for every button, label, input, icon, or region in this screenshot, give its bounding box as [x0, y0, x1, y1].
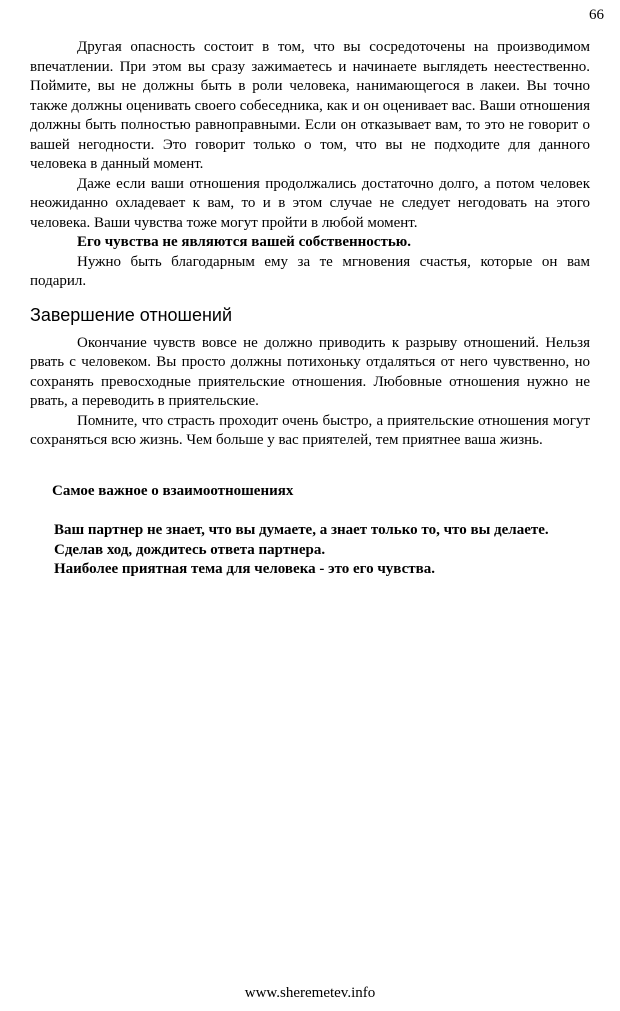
key-point-wait-answer: Сделав ход, дождитесь ответа партнера.	[54, 541, 326, 558]
section-heading-ending-relations: Завершение отношений	[30, 304, 233, 325]
key-point-pleasant-topic: Наиболее приятная тема для человека - это его чувства.	[54, 561, 435, 577]
paragraph-cooling-relations: Даже если ваши отношения продолжались достаточно долго, а потом человек неожиданно охладевает к вам, то и в этом случае не следует негодовать на этого человека. Ваши чувства тоже могут пройти в любой момент.	[30, 175, 590, 231]
page-number: 66	[589, 7, 604, 23]
key-points-title: Самое важное о взаимоотношениях	[52, 482, 294, 499]
page-footer	[0, 984, 620, 1003]
paragraph-gratitude: Нужно быть благодарным ему за те мгновения счастья, которые он вам подарил.	[30, 253, 590, 289]
key-point-partner-knows: Ваш партнер не знает, что вы думаете, а знает только то, что вы делаете.	[54, 522, 549, 538]
paragraph-other-danger: Другая опасность состоит в том, что вы сосредоточены на производимом впечатлении. При этом вы сразу зажимаетесь и начинаете выглядеть неестественно. Поймите, вы не должны быть в роли человека, нанимающегося в лакеи. Вы точно также должны оценивать своего собеседника, как и он оценивает вас. Ваши отношения должны быть полностью равноправными. Если он отказывает вам, то это не говорит о вашей негодности. Это говорит только о том, что вы не подходите для данного человека в данный момент.	[30, 39, 590, 172]
paragraph-passion-passes: Помните, что страсть проходит очень быстро, а приятельские отношения могут сохраняться всю жизнь. Чем больше у вас приятелей, тем приятнее ваша жизнь.	[30, 412, 590, 448]
footer-url-link[interactable]: www.sheremetev.info	[244, 985, 376, 1001]
paragraph-ending-feelings: Окончание чувств вовсе не должно приводить к разрыву отношений. Нельзя рвать с человеком. Вы просто должны потихоньку отдаляться от него чувственно, но сохранять превосходные приятельские отношения. Любовные отношения нужно не рвать, а переводить в приятельские.	[30, 334, 590, 409]
paragraph-emphasis-feelings: Его чувства не являются вашей собственностью.	[77, 234, 411, 250]
key-points-list	[54, 521, 590, 580]
